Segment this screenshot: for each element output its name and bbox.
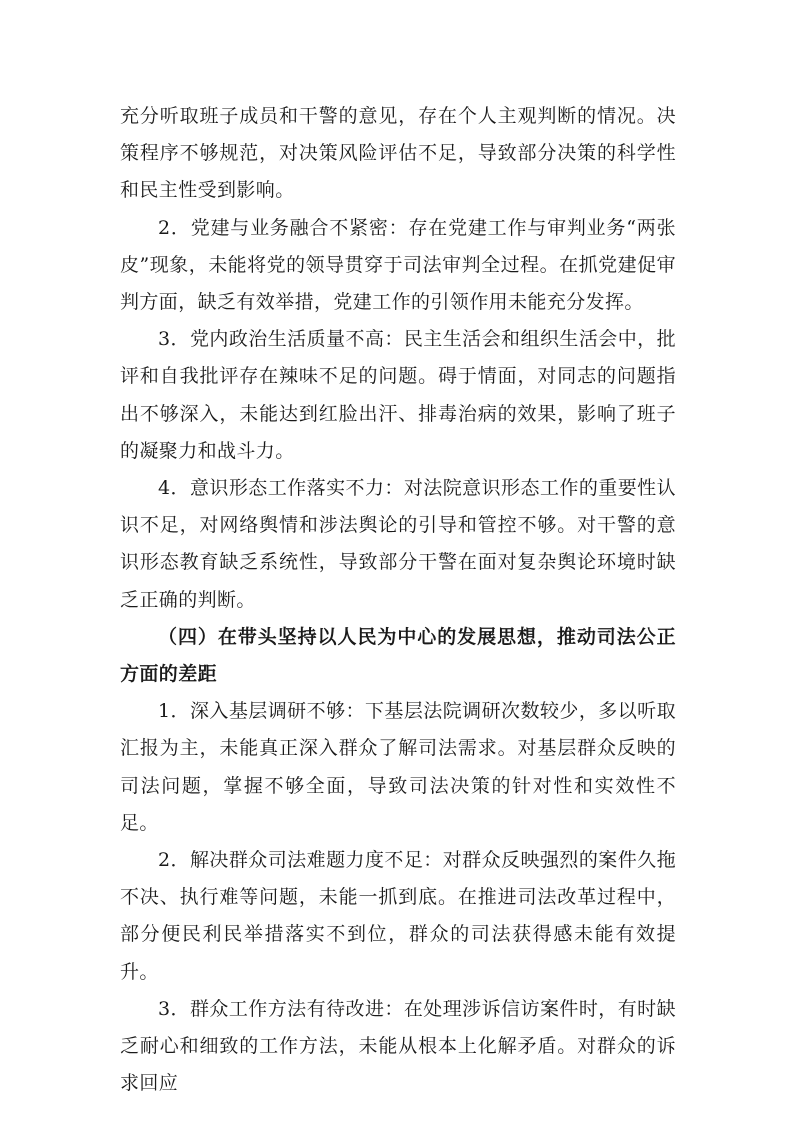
list-item-mass-work-methods: 3．群众工作方法有待改进：在处理涉诉信访案件时，有时缺乏耐心和细致的工作方法，未能从根本上化解矛盾。对群众的诉求回应 [120,997,676,1095]
list-item-ideology-work: 4．意识形态工作落实不力：对法院意识形态工作的重要性认识不足，对网络舆情和涉法舆论的引导和管控不够。对干警的意识形态教育缺乏系统性，导致部分干警在面对复杂舆论环境时缺乏正确的判断。 [120,477,676,611]
list-item-political-life-quality: 3．党内政治生活质量不高：民主生活会和组织生活会中，批评和自我批评存在辣味不足的问题。碍于情面，对同志的问题指出不够深入，未能达到红脸出汗、排毒治病的效果，影响了班子的凝聚力和战斗力。 [120,328,676,462]
list-item-grassroots-research: 1．深入基层调研不够：下基层法院调研次数较少，多以听取汇报为主，未能真正深入群众了解司法需求。对基层群众反映的司法问题，掌握不够全面，导致司法决策的针对性和实效性不足。 [120,700,676,834]
section-heading-people-centered: （四）在带头坚持以人民为中心的发展思想，推动司法公正方面的差距 [120,625,676,686]
list-item-party-building-integration: 2．党建与业务融合不紧密：存在党建工作与审判业务“两张皮”现象，未能将党的领导贯穿于司法审判全过程。在抓党建促审判方面，缺乏有效举措，党建工作的引领作用未能充分发挥。 [120,216,676,314]
list-item-judicial-difficulties: 2．解决群众司法难题力度不足：对群众反映强烈的案件久拖不决、执行难等问题，未能一抓到底。在推进司法改革过程中，部分便民利民举措落实不到位，群众的司法获得感未能有效提升。 [120,849,676,983]
paragraph-continuation: 充分听取班子成员和干警的意见，存在个人主观判断的情况。决策程序不够规范，对决策风险评估不足，导致部分决策的科学性和民主性受到影响。 [120,105,676,202]
document-body [120,98,676,1102]
